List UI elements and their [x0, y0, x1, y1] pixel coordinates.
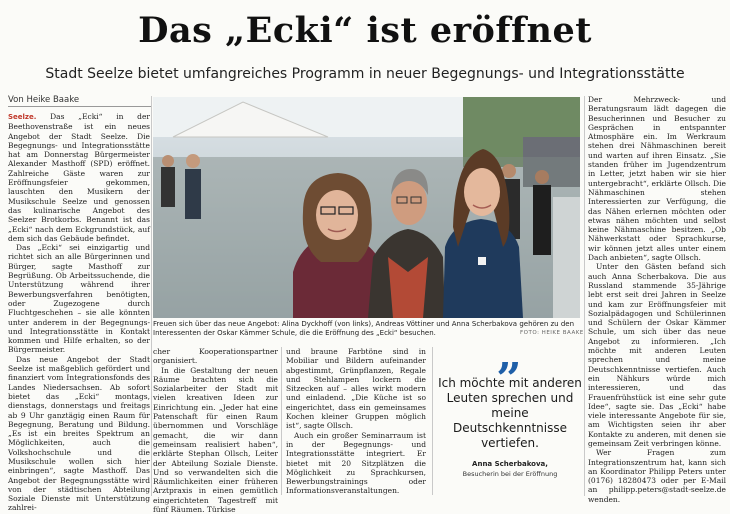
- pull-quote-author-role: Besucherin bei der Eröffnung: [462, 470, 558, 478]
- dateline-city: Seelze.: [8, 113, 37, 121]
- paragraph: [8, 112, 150, 243]
- paragraph-text: Das „Ecki“ in der Beethovenstraße ist ein neues Angebot der Stadt Seelze. Die Begegnungs- und Integrationsstätte hat am Donnerstag Bürgermeister Alexander Masthoff (SPD) eröffnet. Zahlreiche Gäste waren zur Eröffnungsfeier gekommen, lauschten den Musikern der Musikschule Seelze und genossen das kulinarische Angebot des Seelzer Brotkorbs. Benannt ist das „Ecki“ nach dem Eckgrundstück, auf dem sich das Gebäude befindet.: [8, 112, 150, 243]
- article-column-5: [588, 95, 726, 504]
- article-subheadline: Stadt Seelze bietet umfangreiches Programm in neuer Begegnungs- und Integrationsstätte: [45, 66, 685, 82]
- column-divider: [281, 347, 282, 495]
- photo-caption-text: Freuen sich über das neue Angebot: Alina Dyckhoff (von links), Andreas Vöttiner und Anna Scherbakova gehören zu den Interessenten der Oskar Kämmer Schule, die die Eröffnung des „Ecki“ besuchen.: [153, 320, 575, 337]
- byline: Von Heike Baake: [8, 95, 80, 105]
- paragraph: Auch ein großer Seminarraum ist in der Begegnungs- und Integrationsstätte integriert. Er bietet mit 20 Sitzplätzen die Möglichkeit zu Sprachkursen, Bewerbungstrainings oder Informationsveranstaltungen.: [286, 430, 426, 496]
- paragraph: Das „Ecki“ sei einzigartig und richtet sich an alle Bürgerinnen und Bürger, sagte Masthoff zur Begrüßung. Ob Arbeitssuchende, die Unterstützung während ihrer Bewerbungsverfahren benötigten, oder Zugezogene durch Fluchtgeschehen – sie alle könnten unter anderem in der Begegnungs- und Integrationsstätte in Kontakt kommen und Hilfe erhalten, so der Bürgermeister.: [8, 243, 150, 355]
- photo-illustration: [153, 97, 580, 318]
- paragraph: In die Gestaltung der neuen Räume brachten sich die Sozialarbeiter der Stadt mit vielen kreativen Ideen zur Einrichtung ein. „Jeder hat eine Patenschaft für einen Raum übernommen und Vorschläge gemacht, die wir dann gemeinsam realisiert haben“, erklärte Stephan Ollsch, Leiter der Abteilung Soziale Dienste. Und so verwandelten sich die Räumlichkeiten einer früheren Arztpraxis in einen gemütlich eingerichteten Tagestreff mit fünf Räumen. Türkise: [153, 365, 278, 514]
- paragraph: Das neue Angebot der Stadt Seelze ist maßgeblich gefördert und finanziert vom Integrationsfonds des Landes Niedersachsen. Ab sofort bietet das „Ecki“ montags, dienstags, donnerstags und freitags ab 9 Uhr ganztägig einen Raum für Begegnung, Beratung und Bildung. „Es ist ein breites Spektrum an Möglichkeiten, auch die Volkshochschule und die Musikschule wollen sich hier einbringen“, sagte Masthoff. Das Angebot der Begegnungsstätte wird von der städtischen Abteilung Soziale Dienste mit Unterstützung zahlrei-: [8, 354, 150, 513]
- quote-mark-icon: „: [497, 329, 523, 380]
- paragraph: cher Kooperationspartner organisiert.: [153, 347, 278, 366]
- paragraph: Unter den Gästen befand sich auch Anna Scherbakova. Die aus Russland stammende 35-Jährige lebt erst seit drei Jahren in Seelze und kam zur Eröffnungsfeier mit Sozialpädagogen und Schülerinnen und Schülern der Oskar Kämmer Schule, um sich über das neue Angebot zu informieren. „Ich möchte mit anderen Leuten sprechen und meine Deutschkenntnisse vertiefen. Auch ein Nähkurs würde mich interessieren, und das Frauenfrühstück ist eine sehr gute Idee“, sagte sie. Das „Ecki“ habe viele interessante Angebote für sie, am Wichtigsten seien ihr aber Kontakte zu anderen, mit denen sie gemeinsam Zeit verbringen könne.: [588, 262, 726, 448]
- article-photo: [153, 97, 580, 318]
- column-divider: [432, 347, 433, 495]
- article-headline: Das „Ecki“ ist eröffnet: [138, 10, 592, 51]
- photo-credit: FOTO: HEIKE BAAKE: [520, 330, 584, 336]
- paragraph: Der Mehrzweck- und Beratungsraum lädt dagegen die Besucherinnen und Besucher zu Gesprächen in entspannter Atmosphäre ein. Im Werkraum stehen drei Nähmaschinen bereit und warten auf ihren Einsatz. „Sie standen früher im Jugendzentrum in Letter, jetzt haben wir sie hier untergebracht“, erklärte Ollsch. Die Nähmaschinen stehen Interessierten zur Verfügung, die das Nähen erlernen möchten oder etwas nähen möchten und selbst keine Nähmaschine besitzen. „Ob Nähwerkstatt oder Sprachkurse, wir können jetzt alles unter einem Dach anbieten“, sagte Ollsch.: [588, 95, 726, 263]
- column-divider: [151, 96, 152, 496]
- article-column-3: [286, 347, 426, 495]
- pull-quote-author: Anna Scherbakova,: [472, 460, 548, 468]
- pull-quote: Ich möchte mit anderen Leuten sprechen und meine Deutschkenntnisse vertiefen.: [438, 376, 582, 450]
- article-column-1: [8, 112, 150, 513]
- paragraph: und braune Farbtöne sind in Mobiliar und Bildern aufeinander abgestimmt, Grünpflanzen, Regale und Stehlampen lockern die Sitzecken auf – alles wirkt modern und einladend. „Die Küche ist so eingerichtet, dass ein gemeinsames Kochen kleiner Gruppen möglich ist“, sagte Ollsch.: [286, 347, 426, 431]
- article-column-2: [153, 347, 278, 514]
- byline-rule: [8, 106, 151, 107]
- paragraph: Wer Fragen zum Integrationszentrum hat, kann sich an Koordinator Philipp Peters unter (0176) 18280473 oder per E-Mail an philipp.peters@stadt-seelze.de wenden.: [588, 448, 726, 504]
- column-divider: [584, 96, 585, 496]
